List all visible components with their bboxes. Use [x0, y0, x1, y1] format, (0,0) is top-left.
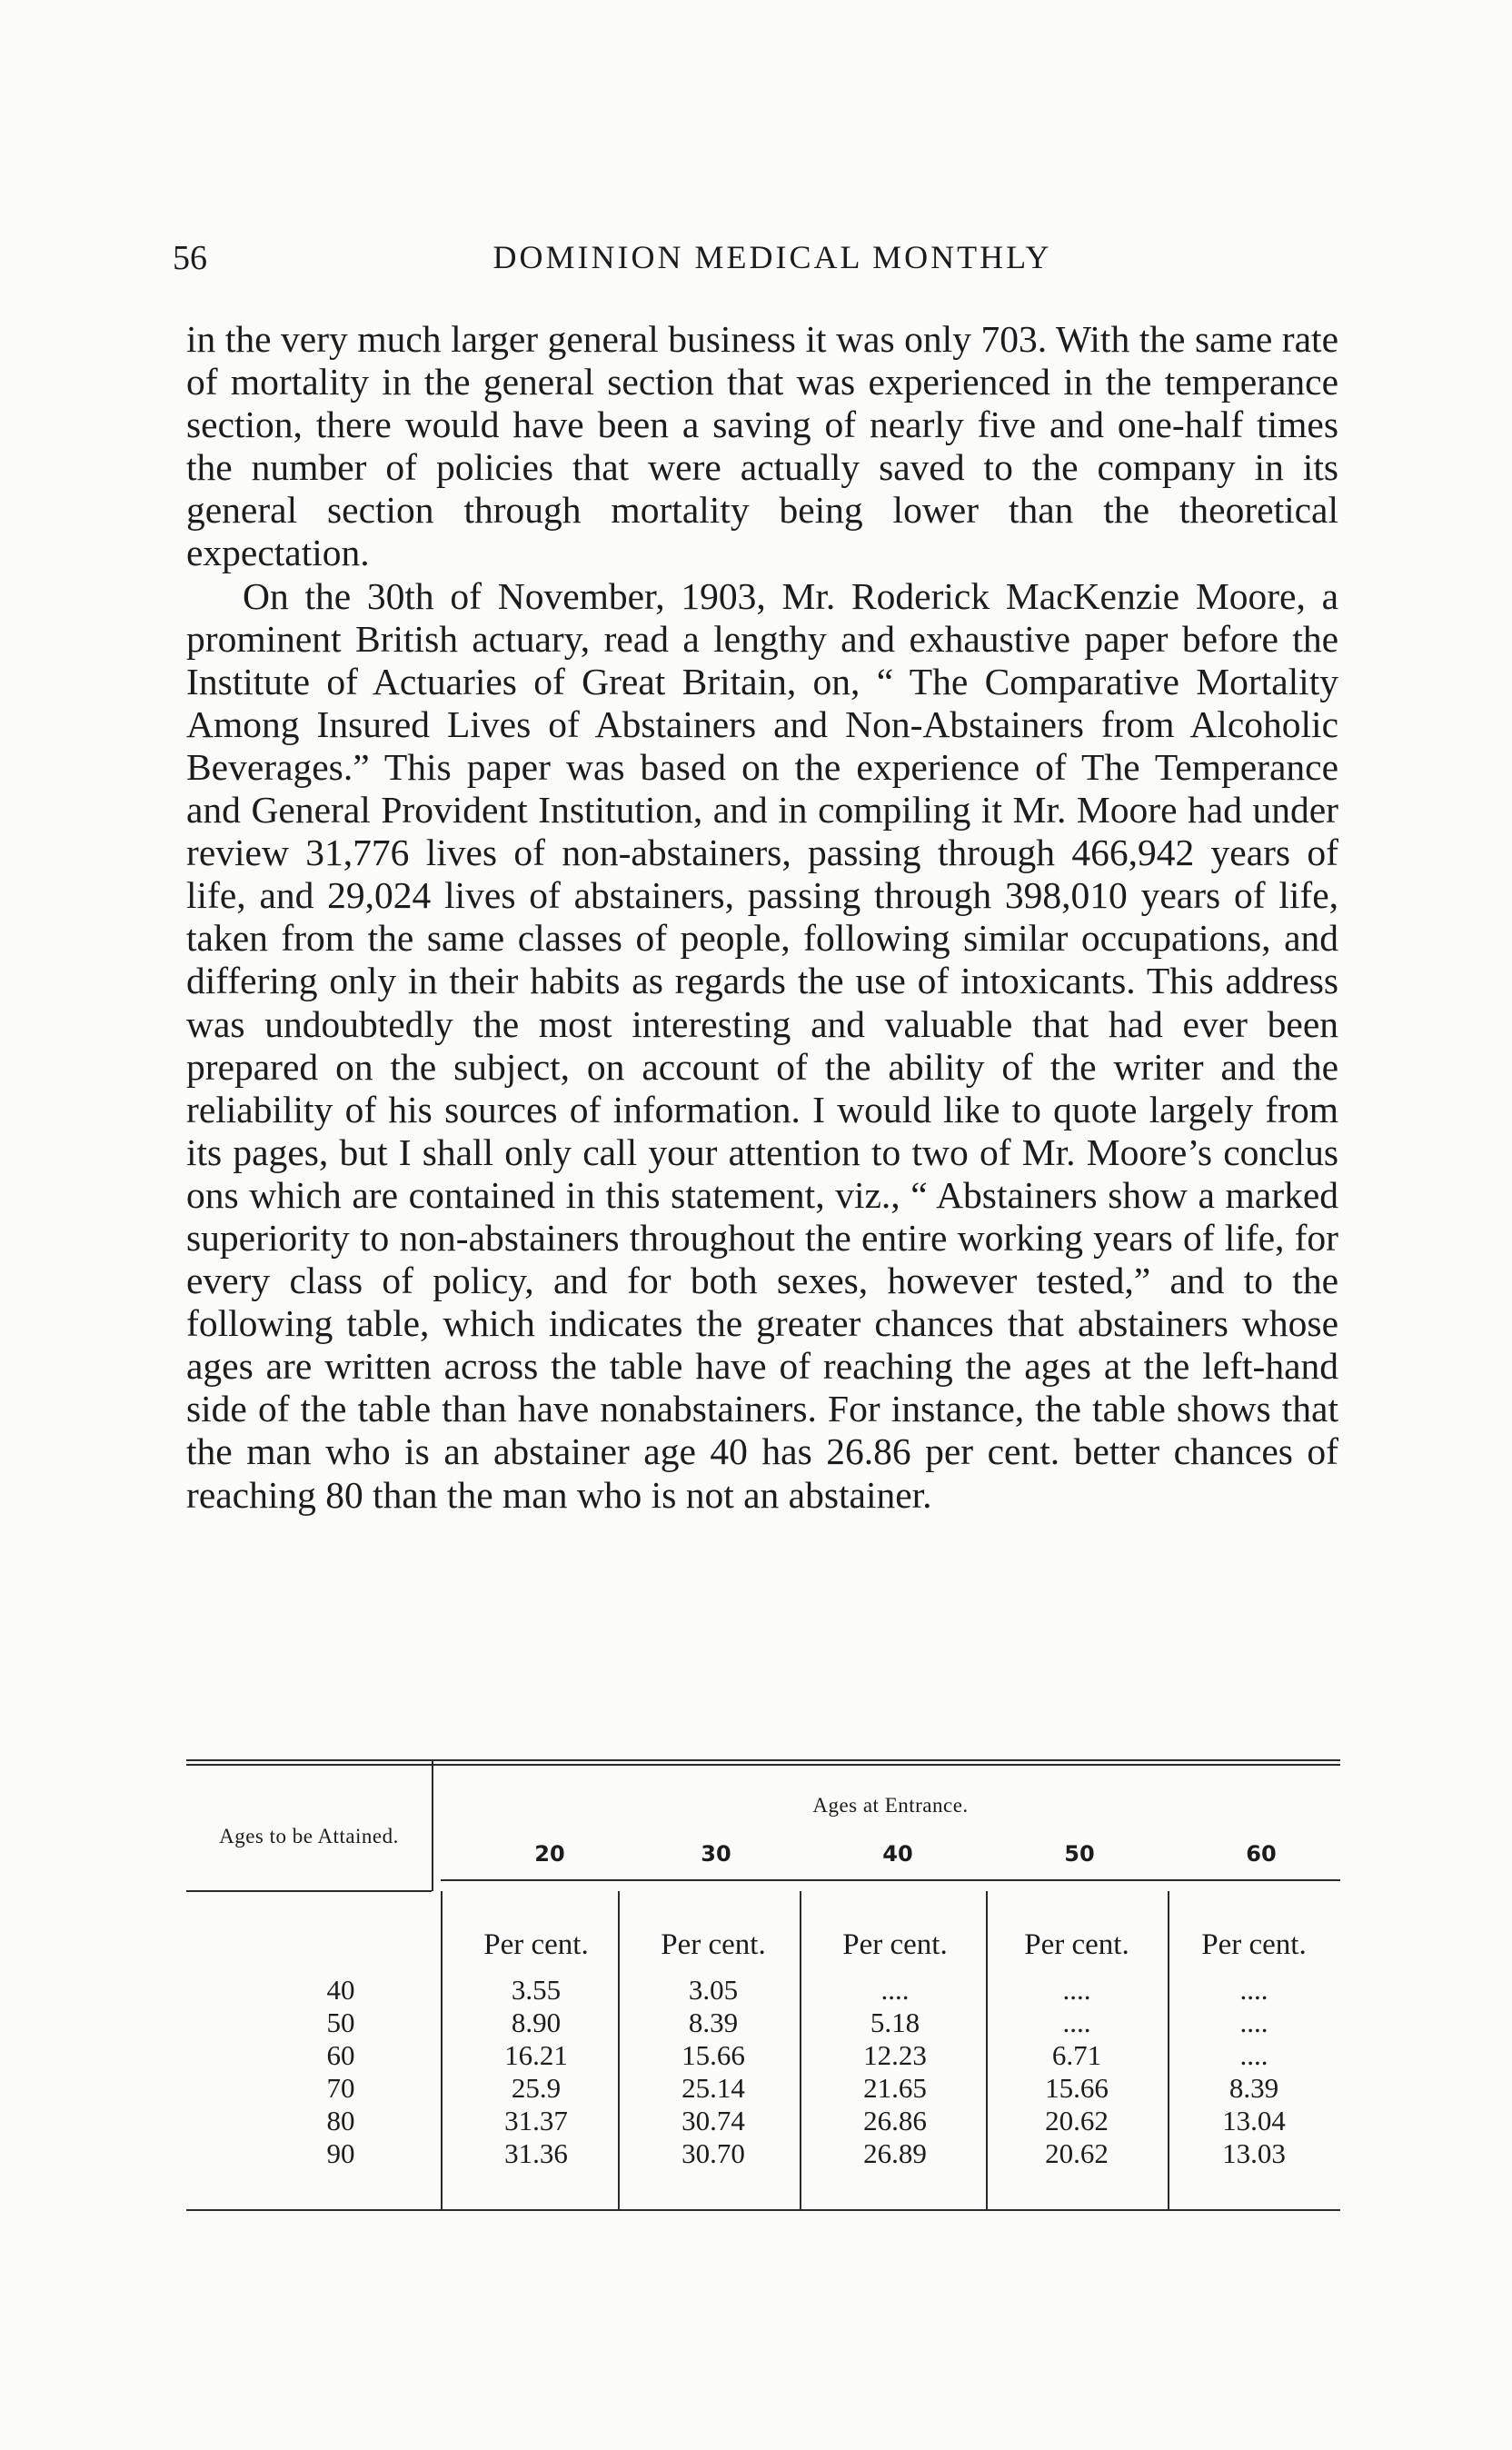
row-labels	[286, 1974, 395, 2170]
table-cell: 31.36	[504, 2137, 568, 2169]
data-column-40	[804, 1974, 986, 2170]
row-label: 60	[326, 2039, 355, 2071]
table-cell: 20.62	[1045, 2137, 1109, 2169]
column-header: 30	[701, 1841, 731, 1867]
table-cell: ....	[1062, 1974, 1091, 2006]
table-cell: 13.04	[1222, 2105, 1286, 2136]
table-cell: 13.03	[1222, 2137, 1286, 2169]
table-cell: 25.14	[681, 2072, 745, 2104]
table-cell: 3.55	[511, 1974, 562, 2006]
table-cell: 30.74	[681, 2105, 745, 2136]
table-cell: 8.90	[511, 2007, 562, 2038]
unit-label: Per cent.	[483, 1928, 589, 1961]
table-cell: ....	[1239, 2007, 1268, 2038]
column-header: 20	[534, 1841, 565, 1867]
spanner-header: Ages at Entrance.	[812, 1794, 969, 1817]
table-cell: 31.37	[504, 2105, 568, 2136]
table-cell: 12.23	[863, 2039, 927, 2071]
table-cell: 26.86	[863, 2105, 927, 2136]
paragraph-moore-paper: On the 30th of November, 1903, Mr. Roderick MacKenzie Moore, a prominent British actuary, read a lengthy and exhaustive paper before the Institute of Actuaries of Great Britain, on, “ The Comparative Mortality Among Insured Lives of Abstainers and Non-Abstainers from Alcoholic Beverages.” This paper was based on the experience of The Temperance and General Provident Institution, and in compiling it Mr. Moore had under review 31,776 lives of non-abstainers, passing through 466,942 years of life, and 29,024 lives of abstainers, passing through 398,010 years of life, taken from the same classes of people, following similar occupations, and differing only in their habits as regards the use of intoxicants. This address was undoubtedly the most interesting and valuable that had ever been prepared on the subject, on account of the ability of the writer and the reliability of his sources of information. I would like to quote largely from its pages, but I shall only call your attention to two of Mr. Moore’s conclus ons which are contained in this statement, viz., “ Abstainers show a marked superiority to non-abstainers throughout the entire working years of life, for every class of policy, and for both sexes, however tested,” and to the following table, which indicates the greater chances that abstainers whose ages are written across the table have of reaching the ages at the left-hand side of the table than have nonabstainers. For instance, the table shows that the man who is an abstainer age 40 has 26.86 per cent. better chances of reaching 80 than the man who is not an abstainer.	[186, 574, 1338, 1516]
row-label: 80	[326, 2105, 355, 2136]
mortality-table	[186, 1759, 1340, 2223]
page-number: 56	[173, 239, 207, 277]
table-cell: ....	[880, 1974, 910, 2006]
unit-label: Per cent.	[661, 1928, 766, 1961]
table-cell: 21.65	[863, 2072, 927, 2104]
row-label: 50	[326, 2007, 355, 2038]
column-header: 40	[882, 1841, 913, 1867]
column-header-rule	[441, 1879, 1340, 1881]
table-cell: 3.05	[688, 1974, 739, 2006]
table-cell: 8.39	[688, 2007, 739, 2038]
table-cell: 8.39	[1228, 2072, 1279, 2104]
table-cell: ....	[1239, 1974, 1268, 2006]
unit-label: Per cent.	[1024, 1928, 1129, 1961]
table-cell: 16.21	[504, 2039, 568, 2071]
table-top-rule	[186, 1759, 1340, 1761]
data-column-30	[622, 1974, 804, 2170]
data-column-60	[1163, 1974, 1345, 2170]
page-header	[173, 238, 1354, 284]
paragraph-continued: in the very much larger general business it was only 703. With the same rate of mortality in the general section that was experienced in the temperance section, there would have been a saving of nearly five and one-half times the number of policies that were actually saved to the company in its general section through mortality being lower than the theoretical expectation.	[186, 318, 1338, 574]
table-top-rule-double	[186, 1764, 1340, 1766]
stub-divider-upper	[432, 1759, 433, 1891]
data-column-20	[445, 1974, 627, 2170]
column-header: 50	[1064, 1841, 1095, 1867]
column-header: 60	[1246, 1841, 1277, 1867]
table-cell: 15.66	[681, 2039, 745, 2071]
table-cell: ....	[1239, 2039, 1268, 2071]
unit-label: Per cent.	[1201, 1928, 1307, 1961]
stub-header-rule	[186, 1890, 432, 1892]
table-cell: 20.62	[1045, 2105, 1109, 2136]
table-cell: 25.9	[511, 2072, 562, 2104]
row-label: 70	[326, 2072, 355, 2104]
table-bottom-rule	[186, 2209, 1340, 2211]
column-divider	[441, 1891, 443, 2209]
table-cell: 26.89	[863, 2137, 927, 2169]
body-text	[186, 318, 1338, 1517]
data-column-50	[986, 1974, 1168, 2170]
table-cell: 30.70	[681, 2137, 745, 2169]
table-cell: 5.18	[870, 2007, 920, 2038]
row-label: 40	[326, 1974, 355, 2006]
running-title: DOMINION MEDICAL MONTHLY	[492, 239, 1052, 275]
row-label: 90	[326, 2137, 355, 2169]
table-cell: ....	[1062, 2007, 1091, 2038]
unit-label: Per cent.	[842, 1928, 948, 1961]
stub-header: Ages to be Attained.	[219, 1825, 399, 1847]
table-cell: 6.71	[1051, 2039, 1102, 2071]
table-cell: 15.66	[1045, 2072, 1109, 2104]
